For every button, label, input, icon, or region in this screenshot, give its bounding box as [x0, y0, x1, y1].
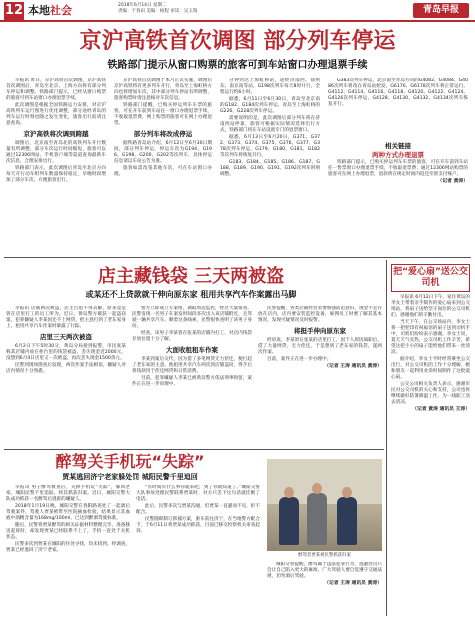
- paragraph: 据悉，6月13日至6月20日，G371、G372、G373、G374、G375、G376、G377、G378次列车停运，G179、G180、G181、G182等次列车将恢复开行。: [220, 135, 320, 158]
- page-header: [0, 0, 475, 22]
- paragraph: 当天下午，在公交场站内，李女士将一把把印有祝福语的扇子送到司机手中，司机们纷纷表示感谢。李女士说，夏天天气炎热，公交司机工作辛苦，希望这把小小的扇子能给他们带来一丝清凉。: [391, 320, 470, 355]
- story1-subheadline: 铁路部门提示从窗口购票的旅客可到车站窗口办理退票手续: [107, 60, 368, 71]
- story4-col1: [6, 485, 130, 616]
- paragraph: 城阳交警提醒，醉驾属于违法犯罪行为，逃避处罚只会让自己陷入更大的麻烦，广大驾驶人要自觉遵守交通法规，切勿酒后驾驶。: [267, 562, 382, 579]
- newspaper-logo: 青岛早报: [413, 3, 469, 18]
- subheading: 京沪高铁将次调到跨越: [23, 130, 89, 138]
- police-officer-figure: [279, 497, 299, 545]
- paragraph: 铁路部门提示，已购买停运列车车票的旅客，可在开车前到车站任一售票窗口办理退票手续，不收取退票费；通过12306网站购票的旅客可在网上办理退票，退款将在规定时间内返还至原支付账户。: [328, 160, 468, 177]
- paragraph: 据悉，6月11日至6月30日，青岛至北京南的G182、G184次列车停运，青岛至上海虹桥的G226、G228次列车停运。: [220, 97, 320, 114]
- story4-col3: [267, 562, 382, 616]
- story2-col1: [6, 306, 126, 446]
- subheading: 店里三天两次被盗: [40, 333, 92, 341]
- paragraph: 民警多次到贾某在城阳的住处寻找，均未找到。经调查，贾某已经逃回了济宁老家。: [6, 542, 130, 553]
- paragraph: 据介绍，李女士平时经常乘坐公交出行，对公交司机的工作十分理解，她和朋友一起利用业余时间制作了这批爱心扇。: [391, 357, 470, 380]
- story1-col3: [220, 78, 320, 254]
- story2-col3: [258, 306, 382, 446]
- paragraph: G183、G184、G185、G186、G187、G188、G189、G190、G191、G192次列车时刻调整。: [220, 160, 320, 177]
- author: （记者 黄涛）: [437, 179, 468, 184]
- paragraph: 民警提醒，各类店铺经营者要加强防范意识，现金不宜存放在店内，店内要安装监控设备，雇佣员工时要了解其基本情况，发现可疑情况及时报警。: [258, 306, 382, 323]
- story3-title: 把“爱心扇”送公交司机: [391, 264, 470, 292]
- paragraph: 铁路部门提醒，已购买停运列车车票的旅客，可在开车前到车站任一窗口办理退票手续，不收取退票费，网上购票的旅客可在网上办理退票。: [114, 103, 212, 126]
- paragraph: 李某到案后交代，因为借了多笔网贷无力偿还，便打起了老东家的主意。他租用共享汽车两次到店铺盗窃，得手后将钱款用于偿还网贷和日常消费。: [132, 357, 252, 374]
- paragraph: “有时间有什么事你就来吧，到了你就知道了。”城阳交警大队事故处理民警联系贾某时，对方只丢下这句话就挂断了电话。: [136, 485, 260, 502]
- divider: [4, 449, 384, 450]
- photo-caption: 醉驾者贾某被民警抓获归案: [298, 553, 351, 558]
- paragraph: 京沪高铁首次调图于本月正式实施，调图后京沪高铁将有更多列车开行，青岛至上海虹桥方向也将增加车次，其中部分列车停站有所调整，旅客购票时请注意核对车次信息。: [114, 78, 212, 101]
- paragraph: 分钟到达上海虹桥站，途经济南西、徐州东、南京南等站。G198次列车每天8时开行，全程运行约6小时。: [220, 78, 320, 95]
- author: （记者 黄涛 通讯员 王涛）: [412, 407, 470, 412]
- story1-col2: [114, 78, 212, 254]
- story4-col2: [136, 485, 260, 616]
- paragraph: 铁路部门表示，此次调图后青岛至北京方向每天开行动车组列车数量保持稳定，早晚时段增加了部分车次，方便旅客出行。: [6, 166, 106, 183]
- section-part1: 本地: [28, 4, 50, 17]
- subheading: 将挺手伸向原东家: [294, 327, 346, 335]
- paragraph: 经查，该男子李某曾在张某的店铺内打工，对店内钱袋存放位置十分了解。: [132, 331, 252, 342]
- paragraph: 旅客如需改签其他车次，可在车站窗口办理。: [114, 166, 212, 177]
- paragraph: 此后，民警多次与贾某沟通，但贾某一直避而不见，拒不配合。: [136, 504, 260, 515]
- story2-col2: [132, 306, 252, 446]
- issue-meta: [118, 3, 197, 15]
- paragraph: G383次列车停运，北京南至青岛方向的G4082、G4084、G4086次列车将改在青岛站始发，G6176、G6178次列车将正常运行。G4112、G4114、G4116、G4118、G4120、G4122、G4124、G4126次列车停运，G4128、G4130、G4132、G4134次列车恢复开行。: [328, 78, 468, 107]
- paragraph: 警方立即成立专案组，调取周边监控，经过大量排查，民警发现一名男子在案发时间段多次出入该店铺附近，且驾驶一辆共享汽车。顺着这条线索，民警很快查明了该男子身份。: [132, 306, 252, 329]
- story2-headline: 店主藏钱袋 三天两被盗: [97, 266, 285, 287]
- author: （记者 王涛 通讯员 黄涛）: [324, 581, 382, 586]
- issue-date: 2018年6月14日 星期二: [118, 3, 167, 8]
- story4-headline: 醉驾关手机玩“失踪”: [55, 452, 205, 471]
- paragraph: 需要说明的是，此次调图后部分列车将在济南西站停靠，旅客可根据实际情况选择出行方式，铁路部门将在车站设置专门的退票窗口。: [220, 116, 320, 133]
- subheading: 大面收租租车作案: [166, 346, 218, 354]
- subheading: 部分列车将改成停运: [133, 130, 193, 138]
- author: （记者 王涛 通讯员 黄涛）: [324, 364, 382, 369]
- section-name: [28, 3, 72, 19]
- paragraph: 随后，民警将贾某醉驾的相关证据材料整理完毕，准备移送起诉时，却发现贾某已经联系不上了，手机一直处于关机状态。: [6, 523, 130, 540]
- paragraph: 早报讯 6月12日下午，家住黄岛的李女士带着亲手制作的爱心扇来到公交场站，将扇子送给坚守岗位的公交司机们，感谢他们的辛勤付出。: [391, 295, 470, 318]
- paragraph: 2018年1月19日晚，城阳交警在春阳路查处了一起酒后驾驶案件，驾驶人贾某被带至医院抽血检验，结果显示其血液中酒精含量为168mg/100ml，已达到醉酒驾驶标准。: [6, 504, 130, 521]
- divider: [4, 257, 471, 258]
- story2-subheadline: 或某还不上贷款就干伸向原东家 租用共享汽车作案露出马脚: [85, 290, 297, 299]
- paragraph: 早报讯 男子醉驾被查后，关掉手机玩“失踪”，躲回老家，城阳民警千里追踪，将其抓获归案。近日，城阳交警大队成功抓获一名醉驾后逃匿的嫌疑人。: [6, 485, 130, 502]
- paragraph: 经审查，李某原在张某的店里打工，因个人原因离职后，借了大量网贷，无力偿还，于是想到了老东家的钱袋，遂两次作案。: [258, 338, 382, 355]
- suspect-figure: [307, 493, 327, 545]
- page-number: 12: [4, 3, 24, 18]
- paragraph: 6月2日下午5时30分，黄岛分局接到报警，市民张某称其店铺内放在柜台里的钱袋被盗，丢失现金近2000元。没想到6月4日店里又一次被盗，再次丢失现金1500余元。: [6, 344, 126, 361]
- section-part2: 社会: [50, 4, 72, 17]
- paragraph: 此次调图是根据全国铁路运力安排，对京沪高铁列车运行图进行优化调整，部分途经青岛的列车运行时刻也随之发生变化，旅客出行前请注意查询。: [6, 103, 106, 126]
- story4-subheadline: 贾某逃回济宁老家躲处罚 城阳民警千里追回: [62, 473, 198, 481]
- story3-column: [391, 264, 470, 616]
- paragraph: 调图后，北京南至青岛北的高铁列车开行数量有所调整，部分车次运行时间缩短，旅客可以通过12306网站、手机客户端等渠道查询最新车次信息，合理安排出行。: [6, 141, 106, 164]
- police-officer-figure: [337, 497, 357, 545]
- related-title: 相关链接: [385, 142, 411, 150]
- story1-headline: 京沪高铁首次调图 部分列车停运: [79, 29, 396, 54]
- paragraph: 目前，案件正在进一步办理中。: [267, 357, 332, 362]
- paragraph: 民警到现场勘查后发现，两次作案手法相似，嫌疑人对店内情况十分熟悉。: [6, 363, 126, 374]
- paragraph: 目前，犯罪嫌疑人李某已被黄岛警方依法刑事拘留，案件正在进一步审理中。: [132, 376, 252, 387]
- paragraph: 早报讯 昨日，京沪高铁首次调图，京沪高铁首次调图后，青岛至北京、上海方向将有部分列车停运和调整。铁路部门提示，已经从窗口购票的旅客可到车站窗口办理退票手续。: [6, 78, 106, 101]
- paragraph: 早报讯 店铺两次被盗，店主百思不得其解，原来竟是曾在店里打工的员工所为。近日，黄岛警方破获一起盗窃案，犯罪嫌疑人李某因还不上网贷，把主意打到了老东家身上，租用共享汽车作案时暴露了行踪。: [6, 306, 126, 329]
- paragraph: 民警随即制订抓捕方案，驱车前往济宁，在当地警方配合下，于6月11日将贾某成功抓获，目前已移交检察机关审查起诉。: [136, 517, 260, 534]
- paragraph: 公交公司相关负责人表示，感谢市民对公交司机的关心和支持，公司也将继续做好防暑降温工作，为一线职工送去清凉。: [391, 382, 470, 405]
- divider: [386, 260, 387, 616]
- news-photo: [267, 459, 382, 551]
- story1-col4: [328, 78, 468, 138]
- related-box: [328, 142, 468, 254]
- paragraph: 据铁路青岛站介绍，6月12日至6月30日期间，部分列车停运，停运车次为G194、G196、G198、G200、G202等次列车，具体停运信息请以车站公告为准。: [114, 141, 212, 164]
- story1-col1: [6, 78, 106, 254]
- editor-credits: 责编：于春田 美编：杨程 审读：吴玉瑞: [118, 9, 198, 14]
- related-subtitle: 两种方式办理退票: [372, 151, 424, 159]
